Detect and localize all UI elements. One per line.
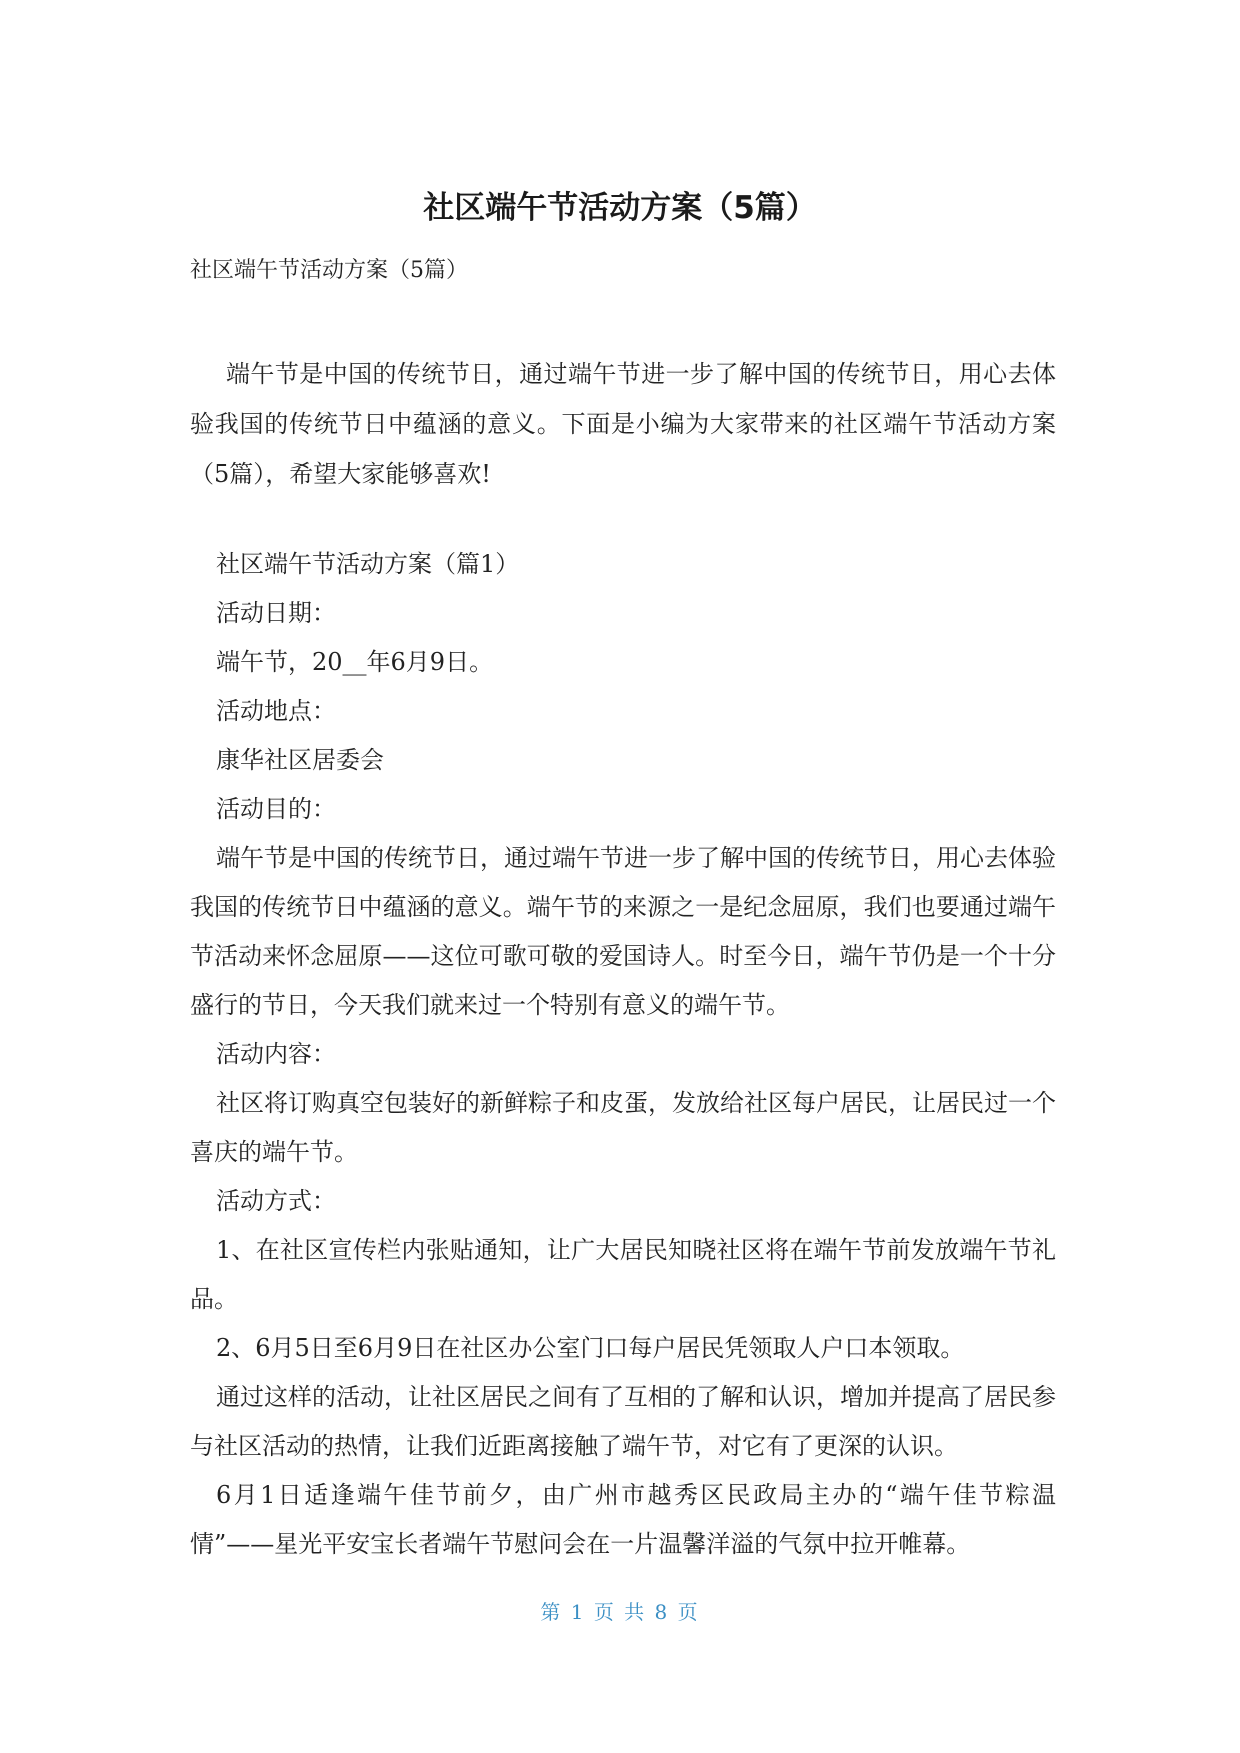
body-content xyxy=(190,540,1056,1569)
text-summary: 通过这样的活动，让社区居民之间有了互相的了解和认识，增加并提高了居民参与社区活动的热情，让我们近距离接触了端午节，对它有了更深的认识。 xyxy=(190,1383,1056,1460)
label-activity-location: 活动地点： xyxy=(216,697,336,725)
text-event-report: 6月1日适逢端午佳节前夕，由广州市越秀区民政局主办的“端午佳节粽温情”——星光平安宝长者端午节慰问会在一片温馨洋溢的气氛中拉开帷幕。 xyxy=(190,1481,1056,1558)
label-activity-purpose: 活动目的： xyxy=(216,795,336,823)
text-activity-location: 康华社区居委会 xyxy=(216,746,384,774)
page-number-footer: 第 1 页 共 8 页 xyxy=(540,1600,700,1624)
text-activity-purpose: 端午节是中国的传统节日，通过端午节进一步了解中国的传统节日，用心去体验我国的传统节日中蕴涵的意义。端午节的来源之一是纪念屈原，我们也要通过端午节活动来怀念屈原——这位可歌可敬的爱国诗人。时至今日，端午节仍是一个十分盛行的节日，今天我们就来过一个特别有意义的端午节。 xyxy=(190,844,1056,1019)
label-activity-method: 活动方式： xyxy=(216,1187,336,1215)
section-heading: 社区端午节活动方案（篇1） xyxy=(216,550,520,578)
label-activity-content: 活动内容： xyxy=(216,1040,336,1068)
intro-paragraph: 端午节是中国的传统节日，通过端午节进一步了解中国的传统节日，用心去体验我国的传统节日中蕴涵的意义。下面是小编为大家带来的社区端午节活动方案（5篇），希望大家能够喜欢! xyxy=(190,360,1056,488)
text-activity-content: 社区将订购真空包装好的新鲜粽子和皮蛋，发放给社区每户居民，让居民过一个喜庆的端午节。 xyxy=(190,1089,1056,1166)
label-activity-date: 活动日期： xyxy=(216,599,336,627)
text-activity-date: 端午节，20__年6月9日。 xyxy=(216,648,494,676)
document-subtitle: 社区端午节活动方案（5篇） xyxy=(190,258,468,283)
document-title: 社区端午节活动方案（5篇） xyxy=(423,190,817,226)
text-method-step-1: 1、在社区宣传栏内张贴通知，让广大居民知晓社区将在端午节前发放端午节礼品。 xyxy=(190,1236,1056,1313)
text-method-step-2: 2、6月5日至6月9日在社区办公室门口每户居民凭领取人户口本领取。 xyxy=(216,1334,965,1362)
